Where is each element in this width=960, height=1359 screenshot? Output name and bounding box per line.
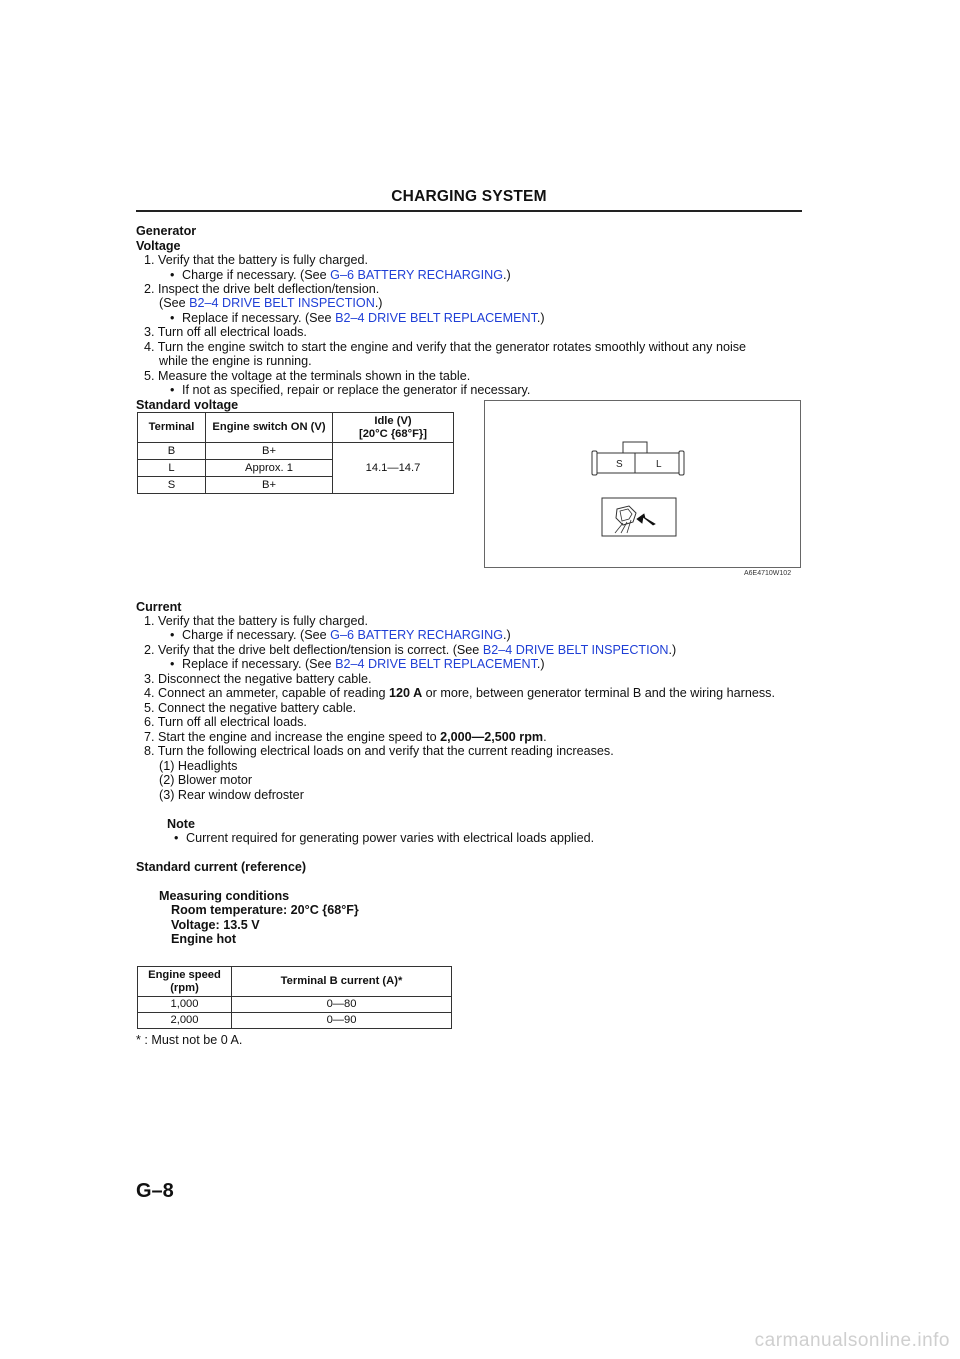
current-step-4: 4. Connect an ammeter, capable of reading 120 A or more, between generator terminal B and the wiring harness.	[144, 686, 775, 700]
condition-item: Engine hot	[171, 932, 237, 946]
current-step-2-sub: • Replace if necessary. (See B2–4 DRIVE BELT REPLACEMENT.)	[170, 657, 545, 671]
voltage-step-2-sub: • Replace if necessary. (See B2–4 DRIVE BELT REPLACEMENT.)	[170, 311, 545, 325]
voltage-step-5: 5. Measure the voltage at the terminals shown in the table.	[144, 369, 471, 383]
link-battery-recharging-2[interactable]: G–6 BATTERY RECHARGING	[330, 628, 504, 642]
col-engine-switch-on: Engine switch ON (V)	[206, 413, 333, 443]
load-item: (2) Blower motor	[159, 773, 253, 787]
standard-current-table	[137, 966, 452, 1029]
current-step-1-sub: • Charge if necessary. (See G–6 BATTERY RECHARGING.)	[170, 628, 511, 642]
table-row: 1,000 0—80	[138, 997, 452, 1013]
header-rule	[136, 210, 802, 212]
table-row: L Approx. 1	[138, 460, 454, 477]
link-drive-belt-replacement[interactable]: B2–4 DRIVE BELT REPLACEMENT	[335, 311, 537, 325]
link-drive-belt-inspection-2[interactable]: B2–4 DRIVE BELT INSPECTION	[482, 643, 669, 657]
standard-voltage-label: Standard voltage	[136, 398, 239, 412]
current-step-7: 7. Start the engine and increase the engine speed to 2,000—2,500 rpm.	[144, 730, 547, 744]
current-step-1: 1. Verify that the battery is fully charged.	[144, 614, 369, 628]
voltage-step-2: 2. Inspect the drive belt deflection/tension.	[144, 282, 380, 296]
terminal-l-label: L	[656, 459, 662, 470]
figure-caption: A6E4710W102	[744, 570, 792, 577]
voltage-step-5-sub: • If not as specified, repair or replace the generator if necessary.	[170, 383, 531, 397]
voltage-step-1: 1. Verify that the battery is fully charged.	[144, 253, 369, 267]
link-drive-belt-replacement-2[interactable]: B2–4 DRIVE BELT REPLACEMENT	[335, 657, 537, 671]
load-item: (3) Rear window defroster	[159, 788, 304, 802]
current-step-6: 6. Turn off all electrical loads.	[144, 715, 307, 729]
current-heading: Current	[136, 600, 182, 614]
standard-voltage-table	[137, 412, 454, 494]
terminal-s-label: S	[616, 459, 623, 470]
col-terminal: Terminal	[138, 413, 206, 443]
link-drive-belt-inspection[interactable]: B2–4 DRIVE BELT INSPECTION	[189, 296, 375, 310]
voltage-step-2-see: (See B2–4 DRIVE BELT INSPECTION.)	[159, 296, 383, 310]
condition-item: Room temperature: 20°C {68°F}	[171, 903, 359, 917]
col-idle: Idle (V) [20°C {68°F}]	[333, 413, 454, 443]
page-title: CHARGING SYSTEM	[391, 188, 547, 205]
idle-value: 14.1—14.7	[333, 443, 454, 494]
standard-current-label: Standard current (reference)	[136, 860, 307, 874]
current-step-3: 3. Disconnect the negative battery cable.	[144, 672, 372, 686]
connector-diagram	[485, 401, 800, 567]
note-title: Note	[167, 817, 195, 831]
voltage-step-1-sub: • Charge if necessary. (See G–6 BATTERY RECHARGING.)	[170, 268, 511, 282]
voltage-step-3: 3. Turn off all electrical loads.	[144, 325, 307, 339]
section-title: Generator	[136, 224, 197, 238]
link-battery-recharging[interactable]: G–6 BATTERY RECHARGING	[330, 268, 504, 282]
voltage-step-4-cont: while the engine is running.	[159, 354, 312, 368]
current-step-8: 8. Turn the following electrical loads on and verify that the current reading increases.	[144, 744, 614, 758]
connector-figure	[484, 400, 801, 568]
current-step-2: 2. Verify that the drive belt deflection/tension is correct. (See B2–4 DRIVE BELT INSPECTION.)	[144, 643, 677, 657]
voltage-heading: Voltage	[136, 239, 181, 253]
note-text: • Current required for generating power varies with electrical loads applied.	[174, 831, 595, 845]
footnote: * : Must not be 0 A.	[136, 1033, 243, 1047]
voltage-step-4: 4. Turn the engine switch to start the engine and verify that the generator rotates smoothly without any noise	[144, 340, 747, 354]
watermark: carmanualsonline.info	[754, 1330, 950, 1351]
table-row: B B+ 14.1—14.7	[138, 443, 454, 460]
current-step-5: 5. Connect the negative battery cable.	[144, 701, 357, 715]
conditions-title: Measuring conditions	[159, 889, 290, 903]
col-engine-speed: Engine speed (rpm)	[138, 967, 232, 997]
load-item: (1) Headlights	[159, 759, 238, 773]
table-row: S B+	[138, 477, 454, 494]
col-terminal-b-current: Terminal B current (A)*	[232, 967, 452, 997]
page-number: G–8	[136, 1180, 174, 1202]
table-row: 2,000 0—90	[138, 1013, 452, 1029]
condition-item: Voltage: 13.5 V	[171, 918, 260, 932]
